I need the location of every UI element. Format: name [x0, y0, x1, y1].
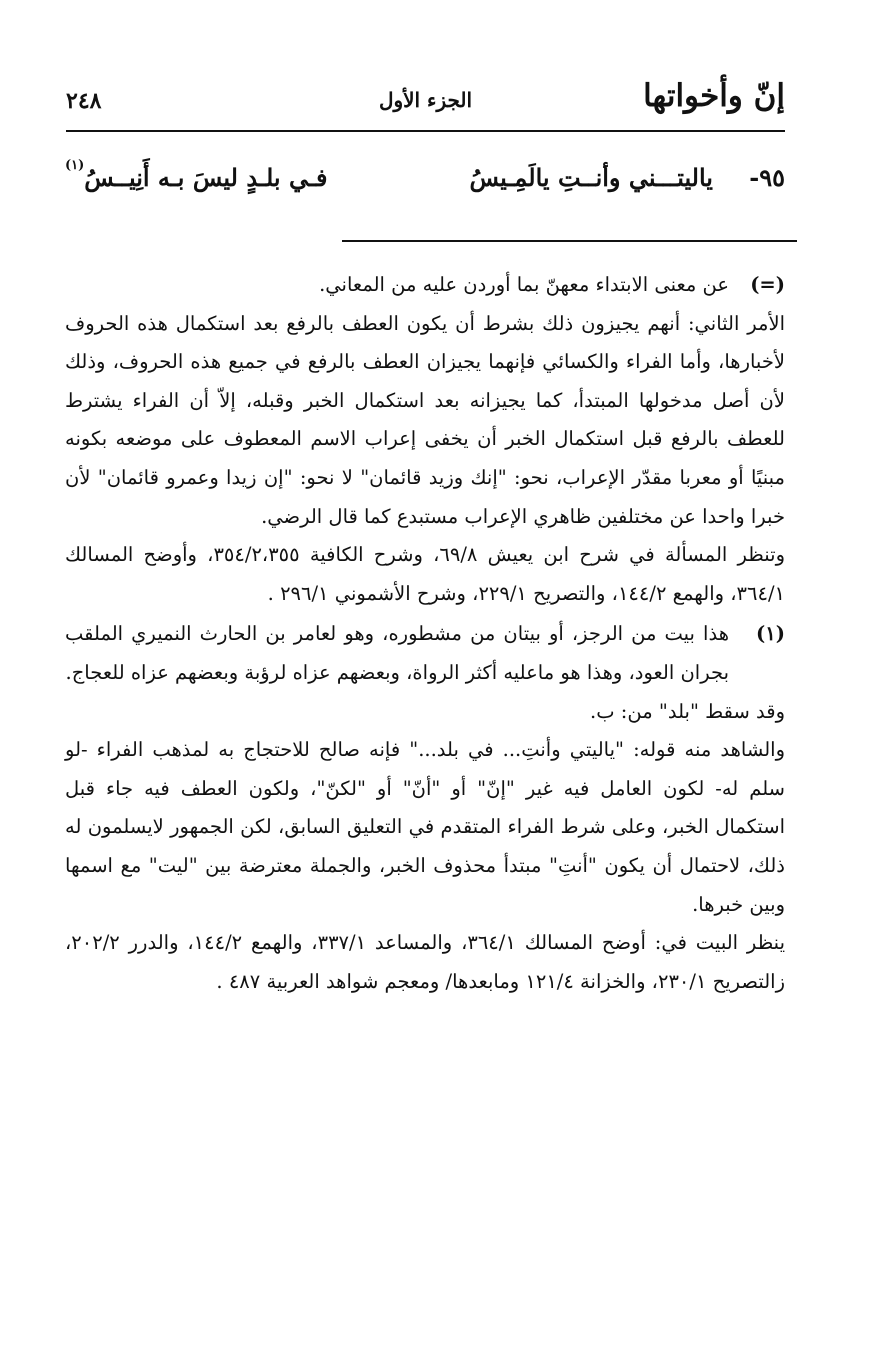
footnote-paragraph: والشاهد منه قوله: "ياليتي وأنتِ... في بلد..." فإنه صالح للاحتجاج به لمذهب الفراء -لو سلم له- لكون العامل فيه غير "إنّ" أو "أنّ" أو "لكنّ"، ولكون العطف فيه جاء قبل استكمال الخبر، وعلى شرط الفراء المتقدم في التعليق السابق، لكن الجمهور لايسلمون له ذلك، لاحتمال أن يكون "أنتِ" مبتدأ محذوف الخبر، والجملة معترضة بين "ليت" مع اسمها وبين خبرها. — [65, 738, 785, 916]
footnote-paragraph: الأمر الثاني: أنهم يجيزون ذلك بشرط أن يكون العطف بالرفع بعد استكمال هذه الحروف لأخبارها، وأما الفراء والكسائي فإنهما يجيزان العطف بالرفع في جميع هذه الحروف، وذلك لأن أصل مدخولها المبتدأ، كما يجيزانه بعد استكمال الخبر وقبله، إلاّ أن الفراء يشترط للعطف بالرفع قبل استكمال الخبر أن يخفى إعراب الاسم المعطوف على موضعه بكونه مبنيًا أو معربا مقدّر الإعراب، نحو: "إنك وزيد قائمان" لا نحو: "إن زيدا وعمرو قائمان" لأن خبرا واحدا عن مختلفين ظاهري الإعراب مستبدع كما قال الرضي. — [65, 311, 785, 528]
part-label: الجزء الأول — [378, 88, 473, 112]
footnote-paragraph: هذا بيت من الرجز، أو بيتان من مشطوره، وهو لعامر بن الحارث النميري الملقب بجران العود، وهذا هو ماعليه أكثر الرواة، وبعضهم عزاه لرؤبة وبعضهم عزاه للعجاج. — [65, 622, 729, 684]
verse-number: ٩٥- — [749, 163, 785, 192]
footnote-1 — [65, 615, 785, 1001]
footnote-paragraph: وقد سقط "بلد" من: ب. — [590, 699, 785, 723]
poetry-verse — [65, 158, 785, 203]
footnote-paragraph: عن معنى الابتداء معهنّ بما أوردن عليه من المعاني. — [319, 273, 729, 296]
verse-hemistich-second — [65, 158, 328, 192]
footnote-mark: (١) — [756, 622, 785, 646]
footnote-mark: (=) — [750, 273, 785, 296]
footnote-separator — [342, 240, 797, 242]
verse-hemistich-first: ياليتـــني وأنــتِ يالَمِـيسُ — [469, 163, 713, 192]
page-number: ٢٤٨ — [66, 88, 102, 114]
footnote-paragraph: ينظر البيت في: أوضح المسالك ٣٦٤/١، والمساعد ٣٣٧/١، والهمع ١٤٤/٢، والدرر ٢٠٢/٢، زالتصريح ٢٣٠/١، والخزانة ١٢١/٤ ومابعدها/ ومعجم شواهد العربية ٤٨٧ . — [65, 931, 785, 993]
footnote-paragraph: وتنظر المسألة في شرح ابن يعيش ٦٩/٨، وشرح الكافية ٣٥٤/٢،٣٥٥، وأوضح المسالك ٣٦٤/١، والهمع ١٤٤/٢، والتصريح ٢٢٩/١، وشرح الأشموني ٢٩٦/١ . — [65, 543, 785, 605]
chapter-title: إنّ وأخواتها — [643, 78, 785, 114]
footnote-reference: (١) — [65, 158, 85, 173]
footnote-continued — [65, 266, 785, 613]
verse-hemistich-second-text: فـي بلـدٍ ليسَ بـه أَنِيــسُ — [84, 163, 328, 192]
running-header — [66, 78, 785, 132]
footnotes — [65, 266, 785, 1001]
